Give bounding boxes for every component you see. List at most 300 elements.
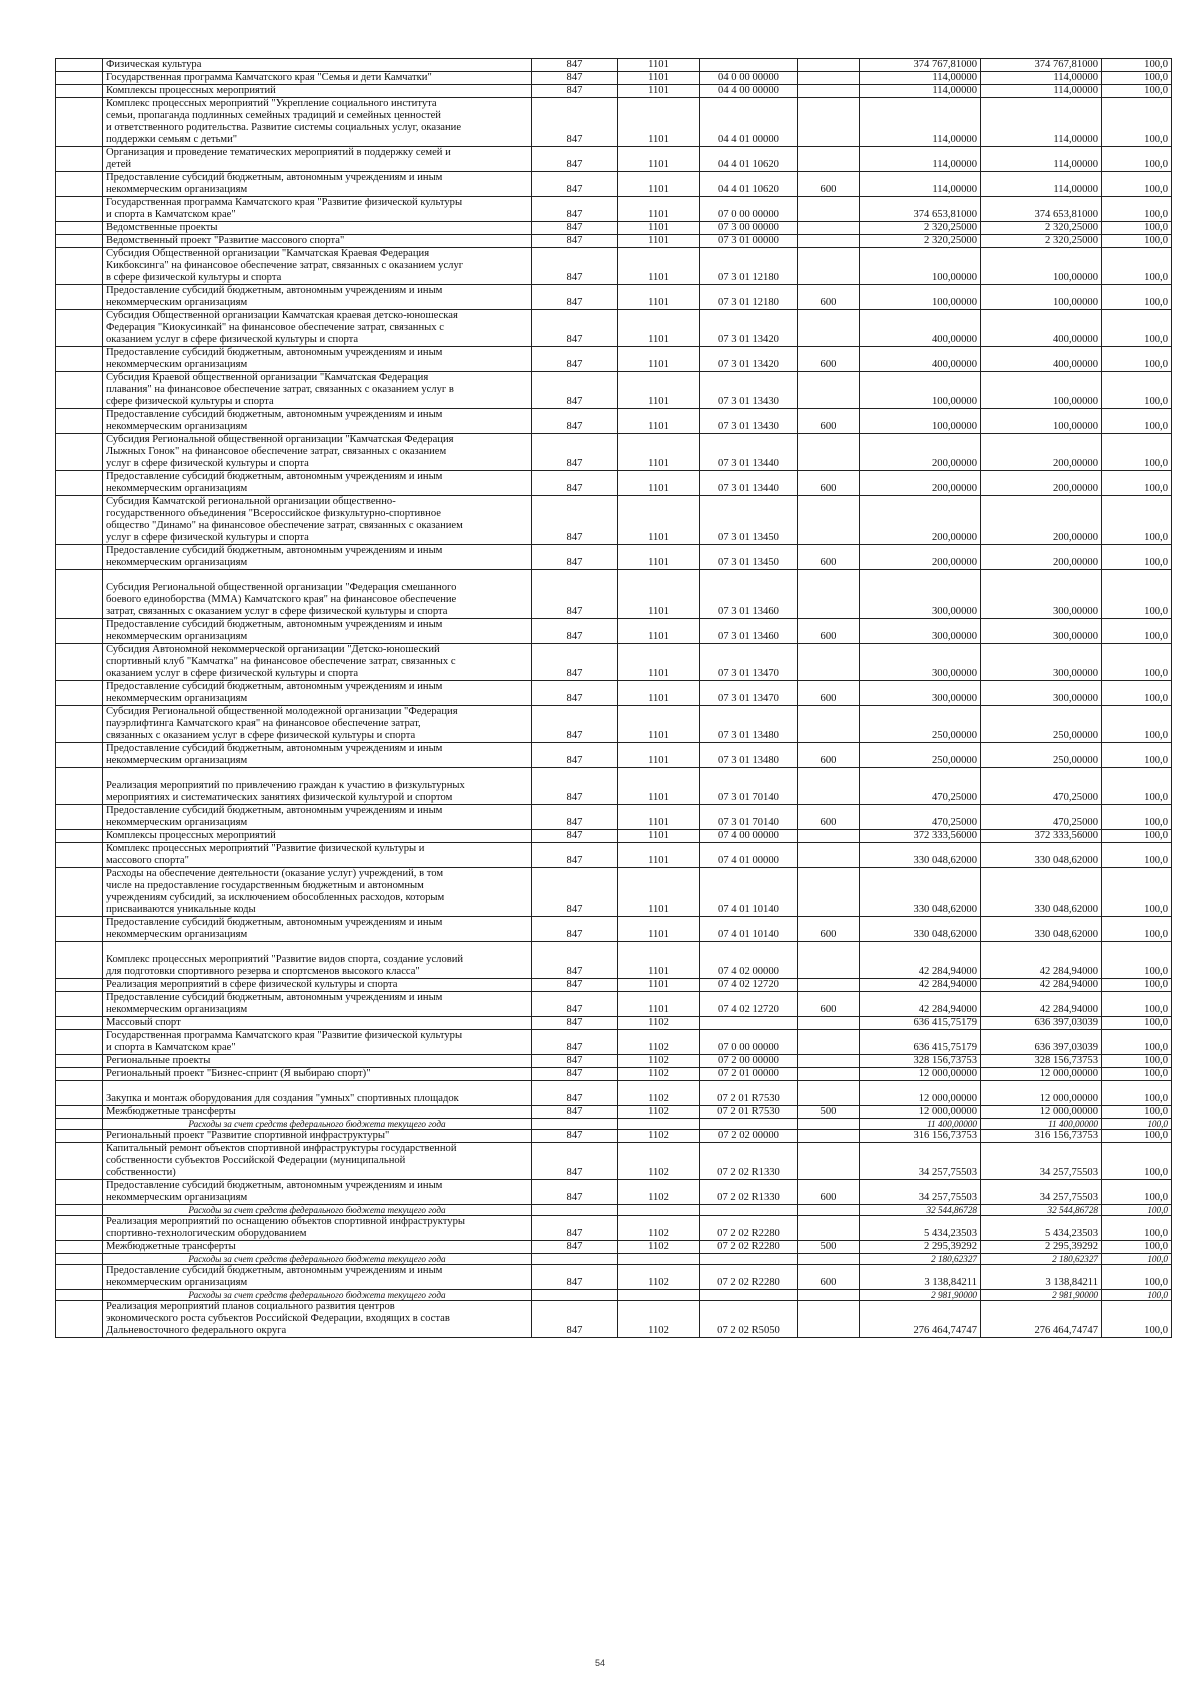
row-execution-percent: 100,0	[1102, 979, 1172, 992]
row-name: Субсидия Региональной общественной организации "Федерация смешанного боевого единоборства (ММА) Камчатского края" на финансовое обеспечение затрат, связанных с оказанием услуг в сфере физической культуры и спорта	[103, 570, 532, 619]
row-section-code: 1102	[618, 1130, 700, 1143]
row-target-article: 07 2 02 00000	[700, 1130, 798, 1143]
row-planned-amount: 2 320,25000	[860, 235, 981, 248]
row-planned-amount: 42 284,94000	[860, 942, 981, 979]
row-target-article: 04 4 00 00000	[700, 85, 798, 98]
row-execution-percent: 100,0	[1102, 248, 1172, 285]
row-expense-type	[798, 843, 860, 868]
budget-row	[56, 979, 1172, 992]
budget-row	[56, 1017, 1172, 1030]
row-section-code: 1101	[618, 570, 700, 619]
budget-row	[56, 1030, 1172, 1055]
budget-row	[56, 1106, 1172, 1119]
budget-row	[56, 347, 1172, 372]
row-department-code: 847	[532, 72, 618, 85]
row-department-code: 847	[532, 197, 618, 222]
row-section-code: 1101	[618, 434, 700, 471]
row-name: Массовый спорт	[103, 1017, 532, 1030]
row-execution-percent: 100,0	[1102, 72, 1172, 85]
row-execution-percent: 100,0	[1102, 768, 1172, 805]
row-executed-amount: 400,00000	[981, 310, 1102, 347]
row-executed-amount: 114,00000	[981, 98, 1102, 147]
row-expense-type: 600	[798, 917, 860, 942]
row-section-code: 1101	[618, 830, 700, 843]
row-margin-cell	[56, 843, 103, 868]
row-expense-type	[798, 1017, 860, 1030]
row-department-code	[532, 1205, 618, 1216]
row-execution-percent: 100,0	[1102, 619, 1172, 644]
row-planned-amount: 100,00000	[860, 248, 981, 285]
budget-row	[56, 285, 1172, 310]
row-section-code: 1101	[618, 619, 700, 644]
row-target-article: 07 4 02 12720	[700, 979, 798, 992]
row-execution-percent: 100,0	[1102, 98, 1172, 147]
row-department-code: 847	[532, 1030, 618, 1055]
row-executed-amount: 114,00000	[981, 147, 1102, 172]
row-execution-percent: 100,0	[1102, 706, 1172, 743]
row-margin-cell	[56, 805, 103, 830]
row-executed-amount: 300,00000	[981, 570, 1102, 619]
row-department-code: 847	[532, 545, 618, 570]
row-target-article: 07 4 01 00000	[700, 843, 798, 868]
row-planned-amount: 300,00000	[860, 619, 981, 644]
row-executed-amount: 200,00000	[981, 545, 1102, 570]
row-expense-type	[798, 434, 860, 471]
row-department-code: 847	[532, 434, 618, 471]
row-section-code: 1101	[618, 172, 700, 197]
row-executed-amount: 300,00000	[981, 681, 1102, 706]
row-executed-amount: 12 000,00000	[981, 1081, 1102, 1106]
row-section-code: 1101	[618, 235, 700, 248]
row-section-code: 1102	[618, 1180, 700, 1205]
row-margin-cell	[56, 471, 103, 496]
row-execution-percent: 100,0	[1102, 285, 1172, 310]
row-execution-percent: 100,0	[1102, 59, 1172, 72]
row-planned-amount: 470,25000	[860, 768, 981, 805]
row-department-code: 847	[532, 1241, 618, 1254]
row-target-article: 07 2 01 R7530	[700, 1106, 798, 1119]
row-department-code: 847	[532, 471, 618, 496]
row-execution-percent: 100,0	[1102, 545, 1172, 570]
row-executed-amount: 114,00000	[981, 85, 1102, 98]
row-name: Предоставление субсидий бюджетным, автономным учреждениям и иным некоммерческим организациям	[103, 172, 532, 197]
row-name: Региональный проект "Развитие спортивной инфраструктуры"	[103, 1130, 532, 1143]
row-planned-amount: 12 000,00000	[860, 1106, 981, 1119]
row-planned-amount: 374 767,81000	[860, 59, 981, 72]
row-executed-amount: 12 000,00000	[981, 1106, 1102, 1119]
row-execution-percent: 100,0	[1102, 830, 1172, 843]
row-margin-cell	[56, 644, 103, 681]
row-expense-type	[798, 72, 860, 85]
row-planned-amount: 200,00000	[860, 545, 981, 570]
row-margin-cell	[56, 147, 103, 172]
row-expense-type	[798, 1068, 860, 1081]
row-execution-percent: 100,0	[1102, 434, 1172, 471]
row-section-code: 1102	[618, 1106, 700, 1119]
row-department-code: 847	[532, 1265, 618, 1290]
row-executed-amount: 250,00000	[981, 706, 1102, 743]
row-target-article: 04 4 01 10620	[700, 147, 798, 172]
row-expense-type: 600	[798, 1180, 860, 1205]
row-expense-type	[798, 98, 860, 147]
row-execution-percent: 100,0	[1102, 868, 1172, 917]
row-executed-amount: 328 156,73753	[981, 1055, 1102, 1068]
row-executed-amount: 636 397,03039	[981, 1030, 1102, 1055]
row-executed-amount: 11 400,00000	[981, 1119, 1102, 1130]
row-planned-amount: 114,00000	[860, 85, 981, 98]
budget-row	[56, 545, 1172, 570]
row-section-code: 1101	[618, 917, 700, 942]
row-planned-amount: 32 544,86728	[860, 1205, 981, 1216]
budget-row	[56, 706, 1172, 743]
row-section-code: 1101	[618, 706, 700, 743]
row-execution-percent: 100,0	[1102, 917, 1172, 942]
row-department-code: 847	[532, 979, 618, 992]
row-target-article: 07 3 01 13470	[700, 681, 798, 706]
row-target-article: 07 3 01 12180	[700, 285, 798, 310]
row-executed-amount: 114,00000	[981, 172, 1102, 197]
row-target-article: 07 3 01 13450	[700, 545, 798, 570]
row-target-article: 07 3 01 70140	[700, 805, 798, 830]
row-planned-amount: 400,00000	[860, 310, 981, 347]
row-planned-amount: 34 257,75503	[860, 1143, 981, 1180]
row-department-code: 847	[532, 172, 618, 197]
row-margin-cell	[56, 917, 103, 942]
row-target-article: 07 3 01 13460	[700, 570, 798, 619]
budget-row	[56, 496, 1172, 545]
row-executed-amount: 400,00000	[981, 347, 1102, 372]
row-planned-amount: 300,00000	[860, 644, 981, 681]
row-executed-amount: 12 000,00000	[981, 1068, 1102, 1081]
budget-row	[56, 992, 1172, 1017]
row-execution-percent: 100,0	[1102, 1030, 1172, 1055]
row-department-code: 847	[532, 409, 618, 434]
budget-row	[56, 1143, 1172, 1180]
row-margin-cell	[56, 409, 103, 434]
row-target-article: 07 2 01 00000	[700, 1068, 798, 1081]
row-target-article: 07 3 01 13420	[700, 310, 798, 347]
row-name: Комплексы процессных мероприятий	[103, 830, 532, 843]
row-department-code: 847	[532, 1017, 618, 1030]
row-department-code: 847	[532, 1130, 618, 1143]
row-planned-amount: 300,00000	[860, 681, 981, 706]
row-target-article: 07 3 01 13450	[700, 496, 798, 545]
row-execution-percent: 100,0	[1102, 471, 1172, 496]
row-executed-amount: 34 257,75503	[981, 1180, 1102, 1205]
row-executed-amount: 330 048,62000	[981, 868, 1102, 917]
row-executed-amount: 114,00000	[981, 72, 1102, 85]
row-execution-percent: 100,0	[1102, 197, 1172, 222]
row-name: Предоставление субсидий бюджетным, автономным учреждениям и иным некоммерческим организациям	[103, 743, 532, 768]
row-planned-amount: 2 981,90000	[860, 1290, 981, 1301]
row-department-code: 847	[532, 1106, 618, 1119]
budget-row	[56, 1130, 1172, 1143]
row-planned-amount: 114,00000	[860, 147, 981, 172]
row-section-code: 1102	[618, 1081, 700, 1106]
row-planned-amount: 114,00000	[860, 98, 981, 147]
row-section-code: 1101	[618, 644, 700, 681]
row-planned-amount: 100,00000	[860, 372, 981, 409]
row-executed-amount: 2 295,39292	[981, 1241, 1102, 1254]
row-execution-percent: 100,0	[1102, 1205, 1172, 1216]
row-executed-amount: 3 138,84211	[981, 1265, 1102, 1290]
row-planned-amount: 200,00000	[860, 496, 981, 545]
row-section-code: 1101	[618, 222, 700, 235]
row-section-code: 1101	[618, 743, 700, 768]
row-expense-type	[798, 1143, 860, 1180]
row-section-code: 1101	[618, 409, 700, 434]
federal-budget-row	[56, 1290, 1172, 1301]
row-section-code: 1102	[618, 1055, 700, 1068]
row-name: Комплексы процессных мероприятий	[103, 85, 532, 98]
row-execution-percent: 100,0	[1102, 235, 1172, 248]
row-executed-amount: 100,00000	[981, 285, 1102, 310]
row-target-article: 04 4 01 10620	[700, 172, 798, 197]
row-target-article: 07 3 01 13420	[700, 347, 798, 372]
row-name: Предоставление субсидий бюджетным, автономным учреждениям и иным некоммерческим организациям	[103, 619, 532, 644]
row-section-code	[618, 1290, 700, 1301]
row-expense-type	[798, 222, 860, 235]
row-expense-type: 600	[798, 1265, 860, 1290]
row-margin-cell	[56, 1265, 103, 1290]
row-department-code	[532, 1119, 618, 1130]
row-name: Реализация мероприятий планов социального развития центров экономического роста субъектов Российской Федерации, входящих в состав Дальневосточного федерального округа	[103, 1301, 532, 1338]
row-name: Государственная программа Камчатского края "Семья и дети Камчатки"	[103, 72, 532, 85]
row-section-code: 1101	[618, 868, 700, 917]
row-expense-type	[798, 85, 860, 98]
row-planned-amount: 100,00000	[860, 409, 981, 434]
row-section-code: 1102	[618, 1216, 700, 1241]
row-executed-amount: 2 180,62327	[981, 1254, 1102, 1265]
row-section-code: 1101	[618, 979, 700, 992]
row-section-code: 1102	[618, 1265, 700, 1290]
row-margin-cell	[56, 72, 103, 85]
row-planned-amount: 636 415,75179	[860, 1030, 981, 1055]
budget-row	[56, 310, 1172, 347]
budget-row	[56, 197, 1172, 222]
row-execution-percent: 100,0	[1102, 1254, 1172, 1265]
row-expense-type	[798, 1290, 860, 1301]
row-section-code: 1101	[618, 471, 700, 496]
budget-row	[56, 1301, 1172, 1338]
row-margin-cell	[56, 942, 103, 979]
row-margin-cell	[56, 1119, 103, 1130]
row-execution-percent: 100,0	[1102, 1119, 1172, 1130]
row-target-article: 07 3 01 00000	[700, 235, 798, 248]
row-name: Реализация мероприятий по оснащению объектов спортивной инфраструктуры спортивно-технологическим оборудованием	[103, 1216, 532, 1241]
budget-row	[56, 434, 1172, 471]
row-name: Межбюджетные трансферты	[103, 1106, 532, 1119]
row-planned-amount: 2 320,25000	[860, 222, 981, 235]
row-name: Расходы за счет средств федерального бюджета текущего года	[103, 1205, 532, 1216]
row-target-article: 07 4 01 10140	[700, 917, 798, 942]
row-target-article: 07 4 00 00000	[700, 830, 798, 843]
row-execution-percent: 100,0	[1102, 147, 1172, 172]
row-target-article: 07 2 01 R7530	[700, 1081, 798, 1106]
row-expense-type: 600	[798, 681, 860, 706]
row-name: Организация и проведение тематических мероприятий в поддержку семей и детей	[103, 147, 532, 172]
row-department-code: 847	[532, 917, 618, 942]
row-expense-type	[798, 1254, 860, 1265]
row-department-code: 847	[532, 1216, 618, 1241]
row-executed-amount: 5 434,23503	[981, 1216, 1102, 1241]
row-department-code: 847	[532, 222, 618, 235]
row-execution-percent: 100,0	[1102, 570, 1172, 619]
row-department-code: 847	[532, 942, 618, 979]
row-margin-cell	[56, 706, 103, 743]
row-margin-cell	[56, 1290, 103, 1301]
row-execution-percent: 100,0	[1102, 310, 1172, 347]
federal-budget-row	[56, 1119, 1172, 1130]
row-execution-percent: 100,0	[1102, 743, 1172, 768]
row-expense-type: 600	[798, 992, 860, 1017]
row-name: Ведомственные проекты	[103, 222, 532, 235]
row-margin-cell	[56, 1130, 103, 1143]
row-name: Физическая культура	[103, 59, 532, 72]
budget-sheet	[55, 58, 1168, 1338]
row-executed-amount: 372 333,56000	[981, 830, 1102, 843]
row-expense-type	[798, 868, 860, 917]
row-executed-amount: 250,00000	[981, 743, 1102, 768]
row-margin-cell	[56, 98, 103, 147]
row-target-article	[700, 1017, 798, 1030]
federal-budget-row	[56, 1205, 1172, 1216]
row-target-article: 07 2 02 R1330	[700, 1143, 798, 1180]
row-department-code: 847	[532, 570, 618, 619]
row-expense-type	[798, 942, 860, 979]
row-section-code	[618, 1119, 700, 1130]
row-planned-amount: 42 284,94000	[860, 979, 981, 992]
row-planned-amount: 276 464,74747	[860, 1301, 981, 1338]
row-execution-percent: 100,0	[1102, 222, 1172, 235]
row-execution-percent: 100,0	[1102, 496, 1172, 545]
row-section-code: 1101	[618, 85, 700, 98]
row-expense-type	[798, 644, 860, 681]
row-department-code: 847	[532, 285, 618, 310]
row-planned-amount: 100,00000	[860, 285, 981, 310]
row-name: Государственная программа Камчатского края "Развитие физической культуры и спорта в Камчатском крае"	[103, 197, 532, 222]
row-name: Предоставление субсидий бюджетным, автономным учреждениям и иным некоммерческим организациям	[103, 1180, 532, 1205]
row-executed-amount: 34 257,75503	[981, 1143, 1102, 1180]
row-expense-type: 500	[798, 1106, 860, 1119]
row-expense-type	[798, 496, 860, 545]
row-expense-type	[798, 706, 860, 743]
budget-row	[56, 1068, 1172, 1081]
budget-table	[55, 58, 1172, 1338]
row-expense-type: 600	[798, 285, 860, 310]
row-expense-type	[798, 59, 860, 72]
row-section-code: 1102	[618, 1241, 700, 1254]
row-target-article: 07 4 02 12720	[700, 992, 798, 1017]
row-expense-type	[798, 197, 860, 222]
row-margin-cell	[56, 1068, 103, 1081]
row-section-code: 1101	[618, 72, 700, 85]
row-department-code: 847	[532, 706, 618, 743]
row-planned-amount: 330 048,62000	[860, 917, 981, 942]
row-name: Закупка и монтаж оборудования для создания "умных" спортивных площадок	[103, 1081, 532, 1106]
budget-row	[56, 942, 1172, 979]
row-target-article: 07 2 02 R2280	[700, 1241, 798, 1254]
row-planned-amount: 42 284,94000	[860, 992, 981, 1017]
row-department-code	[532, 1290, 618, 1301]
row-target-article: 07 3 01 70140	[700, 768, 798, 805]
row-section-code: 1101	[618, 942, 700, 979]
row-target-article: 07 0 00 00000	[700, 1030, 798, 1055]
row-margin-cell	[56, 1301, 103, 1338]
row-department-code: 847	[532, 644, 618, 681]
row-section-code: 1101	[618, 248, 700, 285]
row-section-code: 1102	[618, 1030, 700, 1055]
row-execution-percent: 100,0	[1102, 1216, 1172, 1241]
row-name: Субсидия Региональной общественной молодежной организации "Федерация пауэрлифтинга Камчатского края" на финансовое обеспечение затрат, связанных с оказанием услуг в сфере физической культуры и спорта	[103, 706, 532, 743]
row-execution-percent: 100,0	[1102, 372, 1172, 409]
row-department-code: 847	[532, 1081, 618, 1106]
row-department-code: 847	[532, 619, 618, 644]
row-name: Субсидия Общественной организации "Камчатская Краевая Федерация Кикбоксинга" на финансовое обеспечение затрат, связанных с оказанием услуг в сфере физической культуры и спорта	[103, 248, 532, 285]
row-name: Субсидия Автономной некоммерческой организации "Детско-юношеский спортивный клуб "Камчатка" на финансовое обеспечение затрат, связанных с оказанием услуг в сфере физической культуры и спорта	[103, 644, 532, 681]
row-name: Предоставление субсидий бюджетным, автономным учреждениям и иным некоммерческим организациям	[103, 545, 532, 570]
row-section-code: 1101	[618, 992, 700, 1017]
row-margin-cell	[56, 1030, 103, 1055]
budget-row	[56, 85, 1172, 98]
row-name: Комплекс процессных мероприятий "Укрепление социального института семьи, пропаганда подлинных семейных традиций и семейных ценностей и ответственного родительства. Развитие системы социальных услуг, оказание поддержки семьям с детьми"	[103, 98, 532, 147]
row-name: Предоставление субсидий бюджетным, автономным учреждениям и иным некоммерческим организациям	[103, 285, 532, 310]
row-executed-amount: 32 544,86728	[981, 1205, 1102, 1216]
row-expense-type	[798, 1055, 860, 1068]
row-planned-amount: 400,00000	[860, 347, 981, 372]
budget-table-body	[56, 59, 1172, 1338]
row-execution-percent: 100,0	[1102, 347, 1172, 372]
row-name: Расходы на обеспечение деятельности (оказание услуг) учреждений, в том числе на предоставление государственным бюджетным и автономным учреждениям субсидий, за исключением обособленных расходов, которым присваиваются уникальные коды	[103, 868, 532, 917]
row-department-code: 847	[532, 372, 618, 409]
row-expense-type: 600	[798, 805, 860, 830]
row-section-code	[618, 1254, 700, 1265]
row-execution-percent: 100,0	[1102, 1130, 1172, 1143]
row-margin-cell	[56, 434, 103, 471]
row-department-code: 847	[532, 1055, 618, 1068]
row-executed-amount: 100,00000	[981, 248, 1102, 285]
row-section-code: 1101	[618, 768, 700, 805]
row-executed-amount: 276 464,74747	[981, 1301, 1102, 1338]
row-section-code: 1101	[618, 310, 700, 347]
row-target-article: 07 3 00 00000	[700, 222, 798, 235]
row-planned-amount: 372 333,56000	[860, 830, 981, 843]
row-execution-percent: 100,0	[1102, 942, 1172, 979]
row-margin-cell	[56, 235, 103, 248]
row-name: Предоставление субсидий бюджетным, автономным учреждениям и иным некоммерческим организациям	[103, 1265, 532, 1290]
budget-row	[56, 570, 1172, 619]
budget-row	[56, 409, 1172, 434]
row-target-article: 07 2 02 R2280	[700, 1216, 798, 1241]
row-margin-cell	[56, 347, 103, 372]
row-planned-amount: 3 138,84211	[860, 1265, 981, 1290]
row-execution-percent: 100,0	[1102, 1241, 1172, 1254]
budget-row	[56, 1216, 1172, 1241]
row-margin-cell	[56, 619, 103, 644]
row-section-code: 1101	[618, 147, 700, 172]
row-department-code: 847	[532, 235, 618, 248]
row-expense-type: 500	[798, 1241, 860, 1254]
budget-row	[56, 843, 1172, 868]
row-target-article: 07 3 01 13460	[700, 619, 798, 644]
row-execution-percent: 100,0	[1102, 1301, 1172, 1338]
row-target-article: 07 4 01 10140	[700, 868, 798, 917]
row-execution-percent: 100,0	[1102, 409, 1172, 434]
row-executed-amount: 2 320,25000	[981, 222, 1102, 235]
row-expense-type	[798, 310, 860, 347]
row-name: Предоставление субсидий бюджетным, автономным учреждениям и иным некоммерческим организациям	[103, 917, 532, 942]
row-target-article: 04 4 01 00000	[700, 98, 798, 147]
